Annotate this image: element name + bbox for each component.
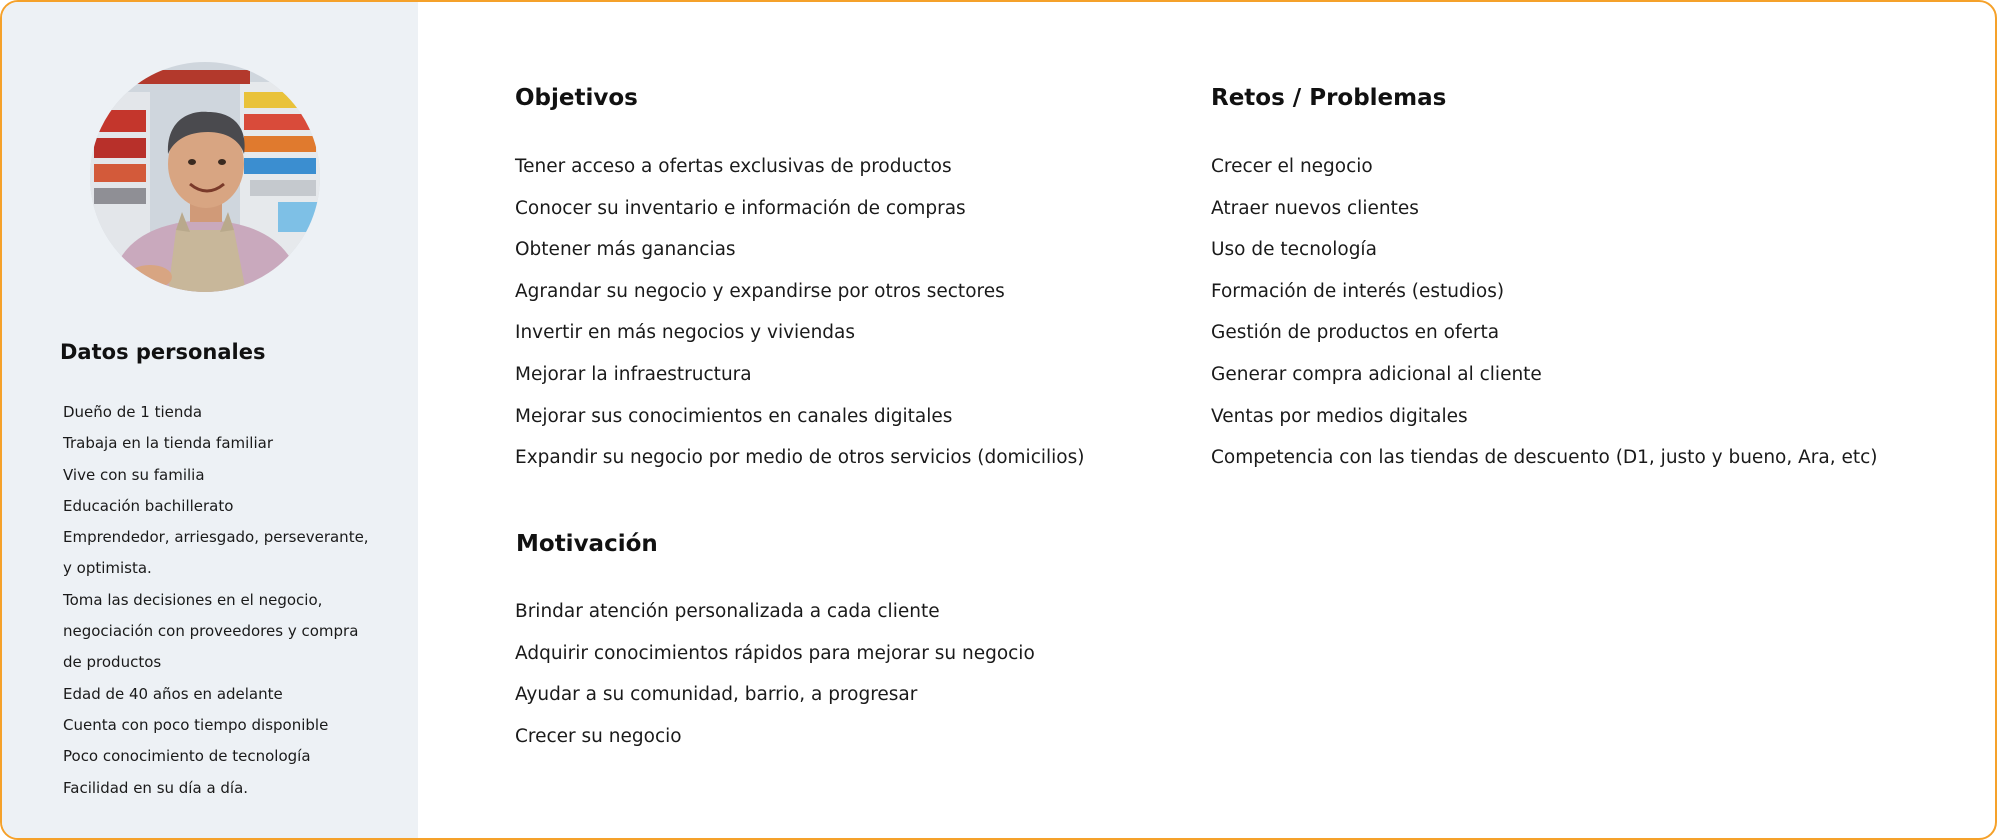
list-item: de productos <box>63 653 162 672</box>
list-item: Agrandar su negocio y expandirse por otros sectores <box>515 280 1005 302</box>
list-item: Tener acceso a ofertas exclusivas de productos <box>515 156 952 177</box>
list-item: Mejorar sus conocimientos en canales digitales <box>515 405 953 427</box>
list-item: Mejorar la infraestructura <box>515 363 752 385</box>
list-item: Toma las decisiones en el negocio, <box>63 590 323 609</box>
list-item: Atraer nuevos clientes <box>1211 197 1419 219</box>
list-item: Invertir en más negocios y viviendas <box>515 322 856 344</box>
challenges-title: Retos / Problemas <box>1211 85 1447 111</box>
list-item: Generar compra adicional al cliente <box>1211 363 1542 385</box>
list-item: y optimista. <box>63 559 152 578</box>
list-item: Expandir su negocio por medio de otros servicios (domicilios) <box>515 447 1085 469</box>
list-item: Vive con su familia <box>63 465 205 484</box>
sidebar <box>2 2 418 838</box>
list-item: Cuenta con poco tiempo disponible <box>63 715 329 734</box>
list-item: Emprendedor, arriesgado, perseverante, <box>63 528 369 547</box>
list-item: Brindar atención personalizada a cada cliente <box>515 601 940 622</box>
list-item: Ventas por medios digitales <box>1211 405 1468 427</box>
personal-data-list <box>63 397 383 804</box>
motivation-list <box>515 591 1035 757</box>
list-item: Gestión de productos en oferta <box>1211 322 1500 344</box>
personal-data-title: Datos personales <box>60 340 266 364</box>
motivation-title: Motivación <box>516 531 658 557</box>
objectives-list <box>515 146 1084 479</box>
objectives-title: Objetivos <box>515 85 638 111</box>
list-item: Dueño de 1 tienda <box>63 403 203 421</box>
list-item: Adquirir conocimientos rápidos para mejorar su negocio <box>515 642 1035 664</box>
list-item: Formación de interés (estudios) <box>1211 280 1505 302</box>
list-item: negociación con proveedores y compra <box>63 622 359 641</box>
challenges-list <box>1211 146 1878 479</box>
list-item: Competencia con las tiendas de descuento (D1, justo y bueno, Ara, etc) <box>1211 447 1878 469</box>
list-item: Uso de tecnología <box>1211 239 1377 261</box>
list-item: Conocer su inventario e información de compras <box>515 197 966 219</box>
list-item: Facilidad en su día a día. <box>63 778 249 797</box>
list-item: Educación bachillerato <box>63 496 234 515</box>
avatar <box>90 62 320 292</box>
list-item: Trabaja en la tienda familiar <box>63 434 273 453</box>
list-item: Ayudar a su comunidad, barrio, a progresar <box>515 684 918 706</box>
list-item: Crecer el negocio <box>1211 156 1373 177</box>
list-item: Obtener más ganancias <box>515 239 736 261</box>
list-item: Crecer su negocio <box>515 725 682 747</box>
list-item: Poco conocimiento de tecnología <box>63 747 311 766</box>
list-item: Edad de 40 años en adelante <box>63 684 283 703</box>
